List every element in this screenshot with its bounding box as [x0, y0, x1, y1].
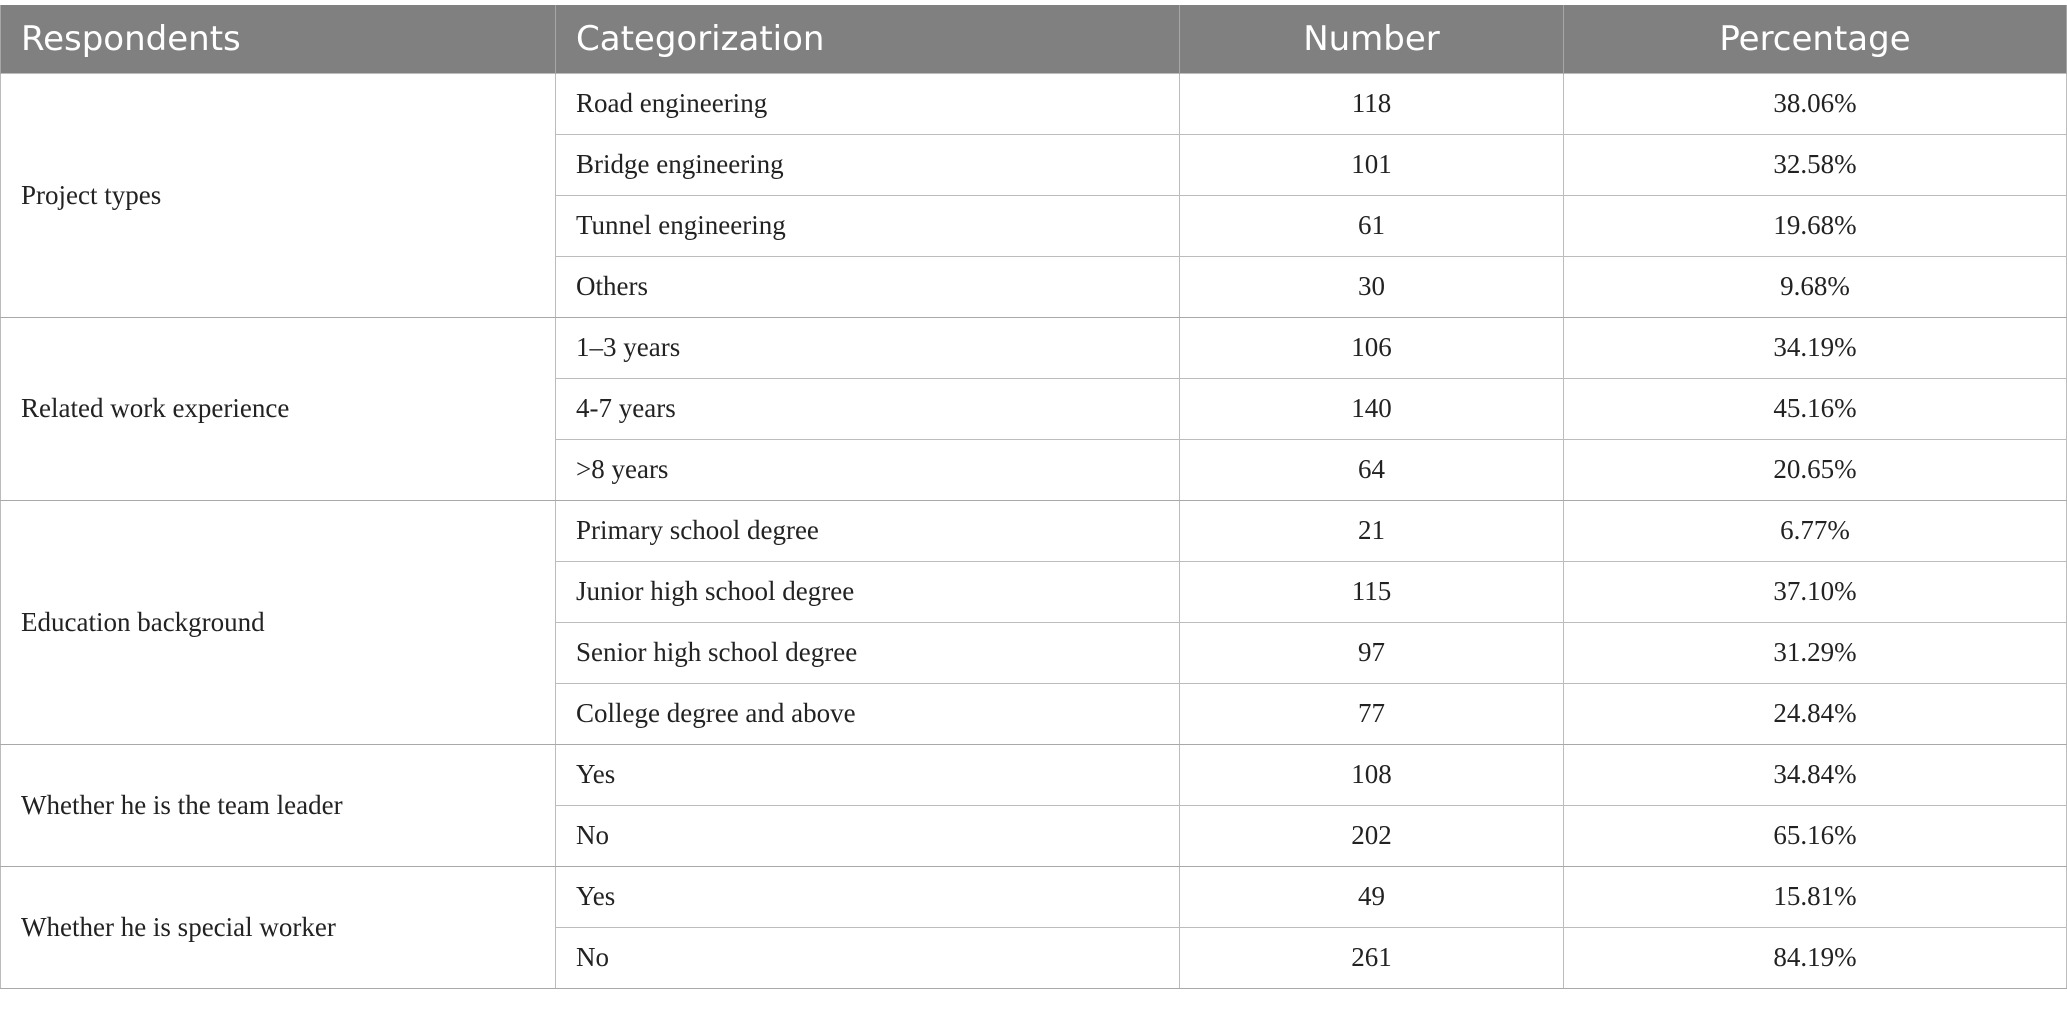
number-cell: 108: [1180, 744, 1564, 805]
number-cell: 30: [1180, 256, 1564, 317]
number-cell: 77: [1180, 683, 1564, 744]
percentage-cell: 15.81%: [1564, 866, 2067, 927]
percentage-cell: 84.19%: [1564, 927, 2067, 988]
table-body: [1, 73, 2067, 988]
number-cell: 202: [1180, 805, 1564, 866]
category-cell: Yes: [556, 866, 1180, 927]
percentage-cell: 65.16%: [1564, 805, 2067, 866]
category-cell: Road engineering: [556, 73, 1180, 134]
number-cell: 97: [1180, 622, 1564, 683]
number-cell: 64: [1180, 439, 1564, 500]
number-cell: 118: [1180, 73, 1564, 134]
header-row: [1, 5, 2067, 73]
percentage-cell: 6.77%: [1564, 500, 2067, 561]
category-cell: 4-7 years: [556, 378, 1180, 439]
table-row: [1, 317, 2067, 378]
category-cell: 1–3 years: [556, 317, 1180, 378]
category-cell: Others: [556, 256, 1180, 317]
category-cell: Bridge engineering: [556, 134, 1180, 195]
number-cell: 140: [1180, 378, 1564, 439]
percentage-cell: 19.68%: [1564, 195, 2067, 256]
respondents-table: [0, 5, 2067, 989]
group-label-team-leader: Whether he is the team leader: [1, 744, 556, 866]
category-cell: No: [556, 927, 1180, 988]
category-cell: Tunnel engineering: [556, 195, 1180, 256]
number-cell: 61: [1180, 195, 1564, 256]
category-cell: Primary school degree: [556, 500, 1180, 561]
number-cell: 49: [1180, 866, 1564, 927]
category-cell: College degree and above: [556, 683, 1180, 744]
percentage-cell: 20.65%: [1564, 439, 2067, 500]
percentage-cell: 38.06%: [1564, 73, 2067, 134]
category-cell: Yes: [556, 744, 1180, 805]
category-cell: No: [556, 805, 1180, 866]
percentage-cell: 34.19%: [1564, 317, 2067, 378]
group-label-education: Education background: [1, 500, 556, 744]
category-cell: >8 years: [556, 439, 1180, 500]
number-cell: 106: [1180, 317, 1564, 378]
number-cell: 115: [1180, 561, 1564, 622]
number-cell: 101: [1180, 134, 1564, 195]
percentage-cell: 24.84%: [1564, 683, 2067, 744]
group-label-special-worker: Whether he is special worker: [1, 866, 556, 988]
table-row: [1, 73, 2067, 134]
number-cell: 21: [1180, 500, 1564, 561]
table-row: [1, 744, 2067, 805]
header-percentage: Percentage: [1564, 5, 2067, 73]
percentage-cell: 32.58%: [1564, 134, 2067, 195]
percentage-cell: 9.68%: [1564, 256, 2067, 317]
group-label-work-experience: Related work experience: [1, 317, 556, 500]
number-cell: 261: [1180, 927, 1564, 988]
percentage-cell: 31.29%: [1564, 622, 2067, 683]
category-cell: Senior high school degree: [556, 622, 1180, 683]
table-header: [1, 5, 2067, 73]
header-categorization: Categorization: [556, 5, 1180, 73]
table-row: [1, 866, 2067, 927]
percentage-cell: 37.10%: [1564, 561, 2067, 622]
group-label-project-types: Project types: [1, 73, 556, 317]
table-row: [1, 500, 2067, 561]
header-respondents: Respondents: [1, 5, 556, 73]
percentage-cell: 34.84%: [1564, 744, 2067, 805]
percentage-cell: 45.16%: [1564, 378, 2067, 439]
header-number: Number: [1180, 5, 1564, 73]
category-cell: Junior high school degree: [556, 561, 1180, 622]
